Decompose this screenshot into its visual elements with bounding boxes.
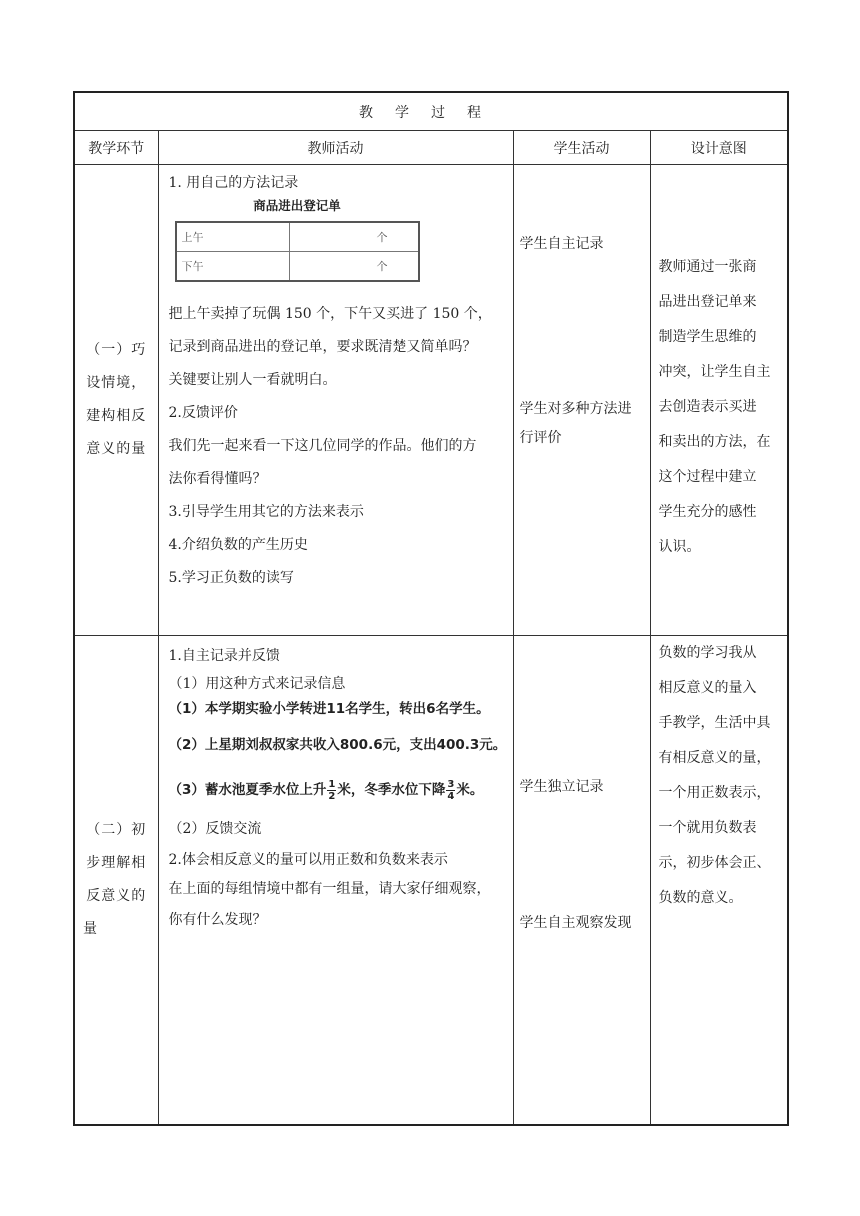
fraction-denominator: 4 — [447, 790, 455, 802]
record-row-unit: 个 — [289, 252, 418, 282]
student-cell-1 — [513, 165, 650, 636]
design-line: 负数的学习我从 — [658, 645, 757, 661]
example-2: （2）上星期刘叔叔家共收入800.6元，支出400.3元。 — [168, 737, 507, 753]
record-form — [169, 195, 505, 282]
design-line: 品进出登记单来 — [658, 294, 757, 310]
teacher-line: 法你看得懂吗？ — [168, 471, 267, 487]
student-note: 行评价 — [519, 430, 562, 446]
design-line: 手教学，生活中具 — [658, 715, 771, 731]
fraction-three-quarters — [446, 779, 455, 802]
table-title: 教学过程 — [74, 92, 788, 131]
record-row — [176, 222, 419, 252]
design-line: 一个就用负数表 — [658, 820, 757, 836]
record-row — [176, 252, 419, 282]
teacher-line: 在上面的每组情境中都有一组量，请大家仔细观察， — [168, 881, 491, 897]
stage-line: 意义的量 — [86, 441, 147, 457]
example-3 — [169, 767, 505, 813]
record-row-label: 下午 — [176, 252, 290, 282]
teacher-line: 4.介绍负数的产生历史 — [168, 537, 308, 553]
design-cell-2 — [650, 636, 788, 1125]
student-cell-2 — [513, 636, 650, 1125]
teacher-item: 1.自主记录并反馈 — [168, 648, 280, 664]
stage-cell-2 — [74, 636, 158, 1125]
record-form-title: 商品进出登记单 — [253, 198, 341, 213]
teacher-item: 1. 用自己的方法记录 — [168, 175, 299, 191]
teacher-line: 把上午卖掉了玩偶 150 个，下午又买进了 150 个， — [168, 306, 492, 322]
header-student: 学生活动 — [513, 131, 650, 165]
teacher-line: 3.引导学生用其它的方法来表示 — [168, 504, 364, 520]
teacher-sub: （1）用这种方式来记录信息 — [168, 676, 346, 692]
teacher-item: 2.体会相反意义的量可以用正数和负数来表示 — [168, 852, 448, 868]
student-note: 学生对多种方法进 — [519, 401, 632, 417]
design-line: 认识。 — [658, 539, 701, 555]
record-form-table — [175, 221, 420, 282]
teacher-line: 我们先一起来看一下这几位同学的作品。他们的方 — [168, 438, 477, 454]
teacher-line: 5.学习正负数的读写 — [168, 570, 294, 586]
teacher-line: 记录到商品进出的登记单，要求既清楚又简单吗？ — [168, 339, 477, 355]
design-line: 一个用正数表示， — [658, 785, 771, 801]
design-line: 去创造表示买进 — [658, 399, 757, 415]
design-line: 有相反意义的量， — [658, 750, 771, 766]
record-row-unit: 个 — [289, 222, 418, 252]
student-note: 学生自主记录 — [519, 236, 604, 252]
design-line: 学生充分的感性 — [658, 504, 757, 520]
stage-line: 步理解相 — [86, 854, 147, 871]
design-line: 制造学生思维的 — [658, 329, 757, 345]
header-stage: 教学环节 — [74, 131, 158, 165]
fraction-numerator: 3 — [447, 778, 455, 790]
header-teacher: 教师活动 — [158, 131, 513, 165]
example-3-part: （3）蓄水池夏季水位上升 — [168, 782, 327, 798]
design-cell-1 — [650, 165, 788, 636]
design-line: 和卖出的方法，在 — [658, 434, 771, 450]
teacher-line: 2.反馈评价 — [168, 405, 238, 421]
example-1: （1）本学期实验小学转进11名学生，转出6名学生。 — [168, 701, 490, 717]
teacher-cell-2 — [158, 636, 513, 1125]
teacher-line: 你有什么发现？ — [168, 912, 267, 928]
student-note: 学生独立记录 — [519, 779, 604, 795]
teacher-sub: （2）反馈交流 — [168, 821, 262, 837]
header-design: 设计意图 — [650, 131, 788, 165]
teaching-process-table — [73, 91, 789, 1126]
teacher-cell-1 — [158, 165, 513, 636]
teacher-line: 关键要让别人一看就明白。 — [168, 372, 337, 388]
fraction-denominator: 2 — [328, 790, 336, 802]
stage-line: 建构相反 — [86, 408, 147, 424]
design-line: 冲突，让学生自主 — [658, 364, 771, 380]
example-3-part: 米。 — [456, 782, 484, 798]
fraction-numerator: 1 — [328, 778, 336, 790]
design-line: 教师通过一张商 — [658, 259, 757, 275]
design-line: 负数的意义。 — [658, 890, 743, 906]
student-note: 学生自主观察发现 — [519, 915, 632, 931]
record-row-label: 上午 — [176, 222, 290, 252]
design-line: 这个过程中建立 — [658, 469, 757, 485]
design-line: 相反意义的量入 — [658, 680, 757, 696]
stage-line: （二）初 — [86, 821, 147, 838]
stage-line: 设情境， — [86, 375, 147, 391]
stage-line: 量 — [83, 920, 98, 937]
stage-cell-1 — [74, 165, 158, 636]
example-3-part: 米，冬季水位下降 — [337, 782, 446, 798]
fraction-one-half — [327, 779, 336, 802]
design-line: 示，初步体会正、 — [658, 855, 771, 871]
stage-line: （一）巧 — [86, 342, 147, 358]
stage-line: 反意义的 — [86, 887, 147, 904]
